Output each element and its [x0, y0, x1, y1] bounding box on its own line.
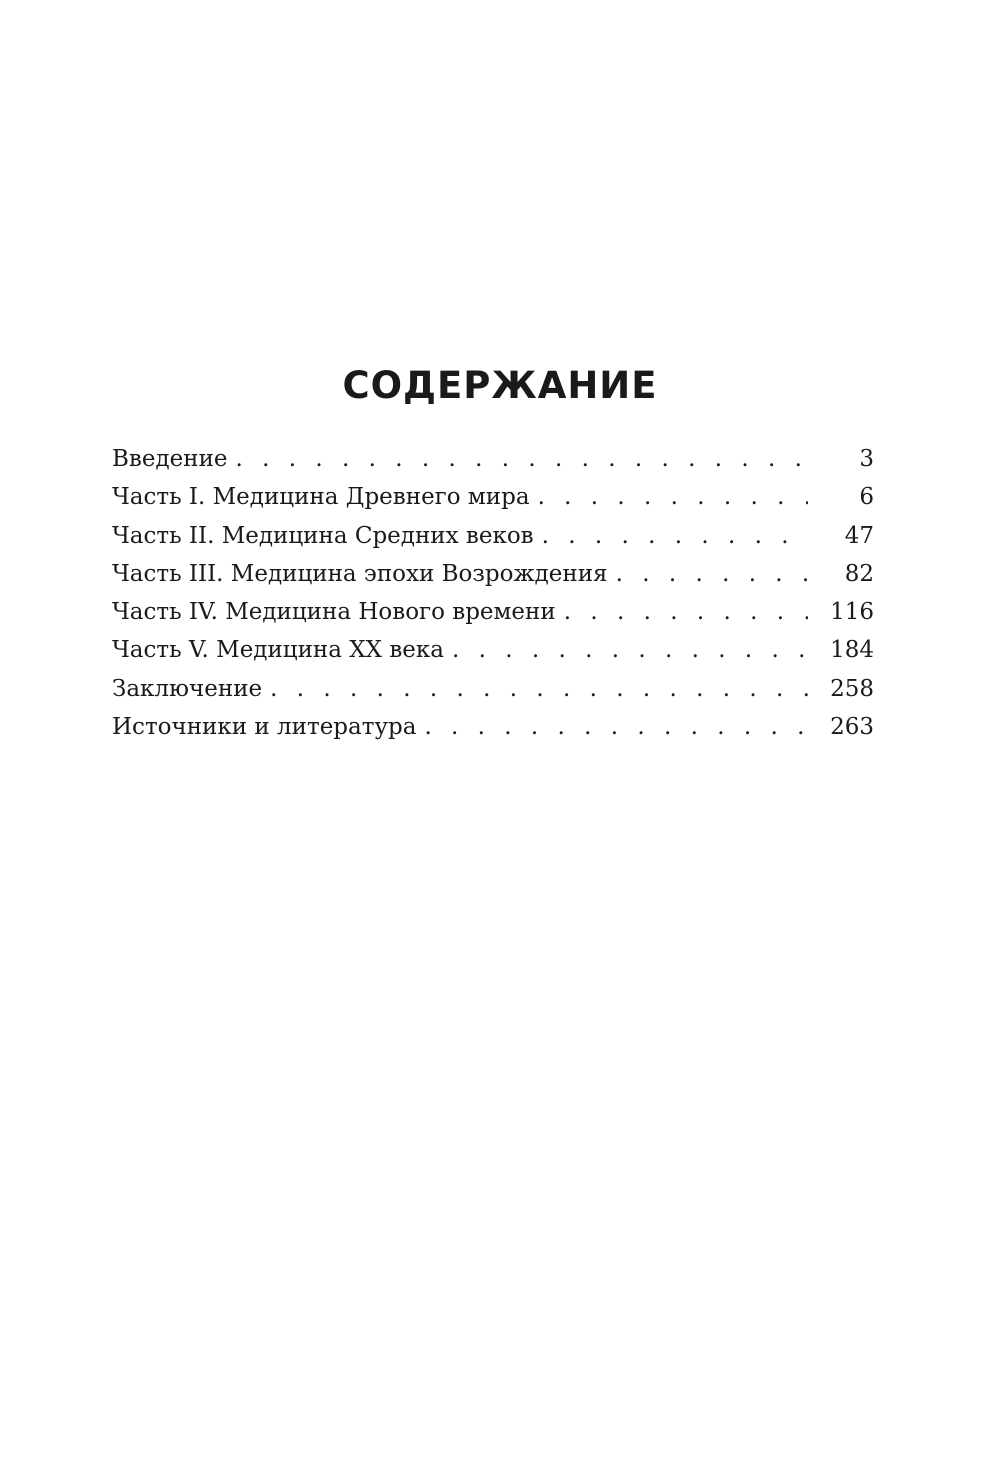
dot-leader	[538, 478, 808, 516]
toc-entry-label: Часть II. Медицина Средних веков	[112, 522, 534, 549]
dot-leader	[564, 593, 808, 631]
dot-leader	[270, 670, 808, 708]
toc-entry-label: Часть I. Медицина Древнего мира	[112, 484, 530, 511]
toc-entry[interactable]	[112, 555, 874, 593]
dot-leader	[424, 708, 808, 746]
toc-entry[interactable]	[112, 478, 874, 516]
dot-leader	[616, 555, 808, 593]
toc-entry-label: Источники и литература	[112, 714, 417, 741]
dot-leader	[236, 440, 808, 478]
toc-entry-page: 47	[844, 522, 874, 549]
toc-entry-page: 6	[859, 484, 874, 511]
toc-entry-page: 82	[844, 560, 874, 587]
toc-entry-label: Введение	[112, 446, 228, 472]
table-of-contents	[112, 440, 874, 746]
toc-entry-label: Часть IV. Медицина Нового времени	[112, 599, 556, 626]
toc-entry[interactable]	[112, 631, 874, 669]
toc-entry[interactable]	[112, 440, 874, 478]
dot-leader	[542, 517, 808, 555]
toc-entry[interactable]	[112, 670, 874, 708]
dot-leader	[452, 631, 808, 669]
toc-entry-page: 3	[859, 446, 874, 472]
page-title: СОДЕРЖАНИЕ	[342, 364, 658, 407]
toc-entry-page: 116	[830, 599, 874, 626]
toc-entry[interactable]	[112, 517, 874, 555]
toc-entry-label: Часть V. Медицина XX века	[112, 637, 444, 664]
toc-entry-label: Часть III. Медицина эпохи Возрождения	[112, 560, 608, 587]
toc-entry-page: 258	[830, 675, 874, 702]
toc-entry-page: 263	[830, 714, 874, 741]
toc-entry[interactable]	[112, 708, 874, 746]
toc-entry-page: 184	[830, 637, 874, 664]
toc-entry-label: Заключение	[112, 675, 263, 702]
toc-entry[interactable]	[112, 593, 874, 631]
